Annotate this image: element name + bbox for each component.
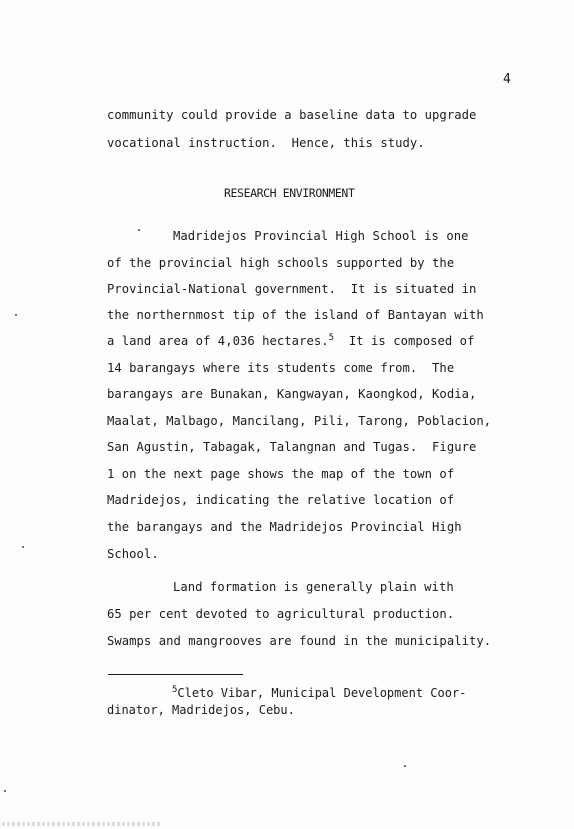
paragraph1-line-9: San Agustin, Tabagak, Talangnan and Tugas. Figure xyxy=(107,440,477,454)
paragraph1-line-5 xyxy=(107,334,474,348)
page-number: 4 xyxy=(503,72,511,87)
intro-line-1: community could provide a baseline data to upgrade xyxy=(107,108,477,122)
paragraph1-line-4: the northernmost tip of the island of Bantayan with xyxy=(107,308,484,322)
scan-speck xyxy=(4,790,6,792)
scan-speck xyxy=(138,229,140,231)
scan-footer-strip xyxy=(2,822,162,826)
footnote-line-1 xyxy=(172,686,466,700)
paragraph1-line-13: School. xyxy=(107,547,159,561)
footnote-separator xyxy=(108,674,243,675)
paragraph1-line-6: 14 barangays where its students come from. The xyxy=(107,361,455,375)
paragraph2-line-1: Land formation is generally plain with xyxy=(173,580,454,594)
section-heading: RESEARCH ENVIRONMENT xyxy=(224,186,355,200)
intro-line-2: vocational instruction. Hence, this study. xyxy=(107,136,425,150)
scan-speck xyxy=(404,765,406,767)
paragraph2-line-2: 65 per cent devoted to agricultural production. xyxy=(107,607,455,621)
paragraph1-line-12: the barangays and the Madridejos Provincial High xyxy=(107,520,462,534)
paragraph2-line-3: Swamps and mangrooves are found in the municipality. xyxy=(107,634,492,648)
paragraph1-line-2: of the provincial high schools supported by the xyxy=(107,256,455,270)
paragraph1-line-5-text: a land area of 4,036 hectares. xyxy=(107,334,329,348)
paragraph1-line-3: Provincial-National government. It is situated in xyxy=(107,282,477,296)
footnote-line-1-text: Cleto Vibar, Municipal Development Coor- xyxy=(177,686,467,700)
scan-speck xyxy=(15,314,17,316)
footnote-line-2: dinator, Madridejos, Cebu. xyxy=(107,703,295,717)
paragraph1-line-10: 1 on the next page shows the map of the town of xyxy=(107,467,455,481)
paragraph1-line-7: barangays are Bunakan, Kangwayan, Kaongkod, Kodia, xyxy=(107,387,477,401)
scan-speck xyxy=(22,546,24,548)
paragraph1-line-11: Madridejos, indicating the relative location of xyxy=(107,493,455,507)
paragraph1-line-5-tail: It is composed of xyxy=(334,334,475,348)
footnote-reference: 5 xyxy=(328,333,335,343)
paragraph1-line-8: Maalat, Malbago, Mancilang, Pili, Tarong, Poblacion, xyxy=(107,414,492,428)
footnote-marker: 5 xyxy=(172,685,178,695)
paragraph1-line-1: Madridejos Provincial High School is one xyxy=(173,229,469,243)
